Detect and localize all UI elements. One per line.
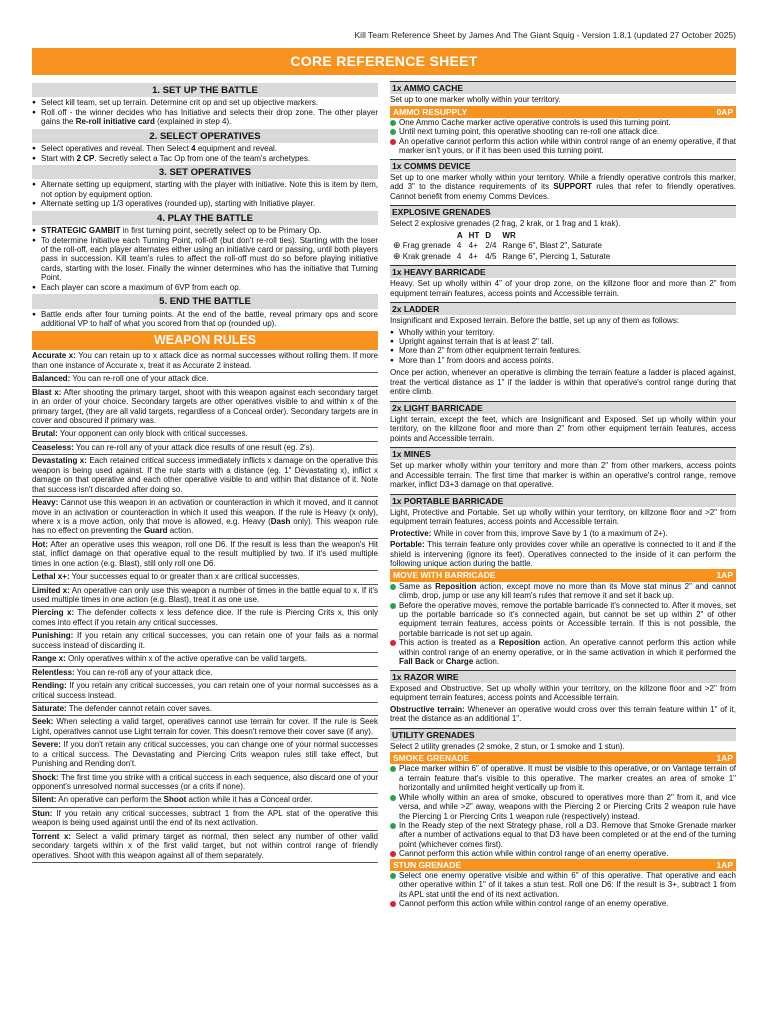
setup-sections — [32, 83, 378, 328]
page-title: CORE REFERENCE SHEET — [32, 48, 736, 75]
grenade-stat: 4+ — [468, 240, 478, 250]
equipment-description: Light, Protective and Portable. Set up wholly within your territory, on killzone floor and >2" from equipment terrain features, access points and Accessible terrain. — [390, 507, 736, 527]
effect-dot-icon — [390, 120, 396, 126]
weapon-rule-name: Devastating x: — [32, 456, 87, 466]
setup-section-heading: 2. SELECT OPERATIVES — [32, 129, 378, 143]
action-effect: In the Ready step of the next Strategy phase, roll a D3. Remove that Smoke Grenade marker after a number of activations equal to that D3 have been completed or at the end of the turning point (whichever comes first). — [390, 821, 736, 849]
equipment-description: Obstructive terrain: Whenever an operative would cross over this terrain feature within 1" of it, treat the distance as an additional 1". — [390, 704, 736, 724]
weapon-rule-name: Lethal x+: — [32, 572, 70, 582]
weapon-rules-list — [32, 350, 378, 863]
weapon-rule-name: Hot: — [32, 539, 48, 549]
grenade-name: ⊕ Krak grenade — [393, 251, 451, 262]
weapon-rule-name: Accurate x: — [32, 351, 76, 361]
effect-dot-icon — [390, 129, 396, 135]
weapon-rule-name: Seek: — [32, 717, 54, 727]
restriction-dot-icon — [390, 139, 396, 145]
equipment-title: 1x HEAVY BARRICADE — [390, 266, 736, 278]
equipment-title: 2x LIGHT BARRICADE — [390, 402, 736, 414]
grenade-stat: Range 6", Blast 2", Saturate — [502, 240, 602, 250]
equipment-title: 1x PORTABLE BARRICADE — [390, 495, 736, 507]
equipment-description: Set up marker wholly within your territory and more than 2" from other markers, access points and Accessible terrain. The first time that marker is within an operative's control range, remove marker, inflict D3+3 damage on that operative. — [390, 461, 736, 490]
grenade-stat: 4 — [456, 240, 462, 250]
equipment-utility-grenades — [390, 728, 736, 909]
action-header — [390, 752, 736, 764]
weapon-rule: Ceaseless: You can re-roll any of your attack dice results of one result (eg. 2's). — [32, 442, 378, 455]
action-effect: An operative cannot perform this action while within control range of an enemy operative, if that marker isn't yours, or if it has been used this turning point. — [390, 137, 736, 156]
action-effect: While wholly within an area of smoke, obscured to operatives more than 2" from it, and vice versa, and while >2" away, weapons with the Piercing 2 or Piercing Crits 2 weapon rule have the Piercing 1 or Piercing Crits 1 weapon rule (respectively) instead. — [390, 793, 736, 821]
equipment-title: EXPLOSIVE GRENADES — [390, 206, 736, 218]
action-effect: Place marker within 6" of operative. It must be visible to this operative, or on Vantage terrain of a terrain feature that's visible to this operative. The marker creates an area of smoke 1" horizontally and unlimited height vertically up from it. — [390, 764, 736, 792]
weapon-rule: Brutal: Your opponent can only block with critical successes. — [32, 428, 378, 441]
effect-dot-icon — [390, 584, 396, 590]
action-ap-cost: 0AP — [716, 106, 733, 117]
grenade-icon: ⊕ — [393, 240, 401, 251]
action-name: SMOKE GRENADE — [393, 753, 470, 764]
ladder-item: ● More than 2" from other equipment terrain features. — [390, 346, 736, 355]
weapon-rule-name: Heavy: — [32, 498, 59, 508]
action-name: MOVE WITH BARRICADE — [393, 570, 496, 581]
weapon-rule: Lethal x+: Your successes equal to or greater than x are critical successes. — [32, 571, 378, 584]
action-effect: Cannot perform this action while within control range of an enemy operative. — [390, 849, 736, 858]
grenade-icon: ⊕ — [393, 251, 401, 262]
equipment-razor-wire — [390, 670, 736, 725]
equipment-title: 1x RAZOR WIRE — [390, 671, 736, 683]
setup-section-heading: 5. END THE BATTLE — [32, 294, 378, 308]
weapon-rule: Relentless: You can re-roll any of your attack dice. — [32, 667, 378, 680]
effect-dot-icon — [390, 873, 396, 879]
equipment-description: Insignificant and Exposed terrain. Before the battle, set up any of them as follows: — [390, 316, 680, 326]
weapon-rule: Heavy: Cannot use this weapon in an activation or counteraction in which it moved, and it cannot move in an activation or counteraction in which it used this weapon. If the rule is Heavy (x only), where x is a move action, only that move is allowed, e.g. Heavy (Dash only). This weapon rule has no effect on preventing the Guard action. — [32, 497, 378, 539]
effect-dot-icon — [390, 766, 396, 772]
weapon-rule: Shock: The first time you strike with a critical success in each sequence, also discard one of your opponent's unresolved normal successes (or a crits if none). — [32, 772, 378, 795]
equipment-comms-device — [390, 159, 736, 203]
weapon-rule-name: Range x: — [32, 654, 66, 664]
weapon-rule-name: Saturate: — [32, 703, 67, 713]
action-effect: Until next turning point, this operative shooting can re-roll one attack dice. — [390, 127, 736, 136]
restriction-dot-icon — [390, 901, 396, 907]
weapon-rule: Limited x: An operative can only use this weapon a number of times in the battle equal to x. If it's used multiple times in one action (e.g. Blast), treat it as one use. — [32, 585, 378, 608]
weapon-rule: Silent: An operative can perform the Shoot action while it has a Conceal order. — [32, 794, 378, 807]
setup-item: ● STRATEGIC GAMBIT in first turning point, secretly select op to be Primary Op. — [32, 226, 378, 235]
setup-item: ● Alternate setting up 1/3 operatives (rounded up), starting with Initiative player. — [32, 199, 378, 208]
weapon-rule: Stun: If you retain any critical successes, subtract 1 from the APL stat of the operative this weapon is being used against until the end of its next activation. — [32, 808, 378, 831]
setup-item: ● To determine Initiative each Turning Point, roll-off (but don't re-roll ties). Starting with the loser of the roll-off, each player alternates either using an initiative card or passing, until both players pass in succession. Kill team's rules to affect the roll-off must do so before playing initiative cards, starting with the loser. Finally the winner determines who has the initiative that Turning Point. — [32, 236, 378, 283]
equipment-description: Light terrain, except the feet, which are Insignificant and Exposed. Set up wholly within your territory, on the killzone floor and more than 2" from other equipment terrain features, access points and Accessible terrain. — [390, 414, 736, 443]
ladder-item: ● Wholly within your territory. — [390, 328, 736, 337]
setup-item: ● Roll off - the winner decides who has Initiative and selects their drop zone. The other player gains the Re-roll initiative card (explained in step 4). — [32, 108, 378, 127]
weapon-rule-name: Stun: — [32, 808, 53, 818]
credit-line: Kill Team Reference Sheet by James And The Giant Squig - Version 1.8.1 (updated 27 October 2025) — [354, 30, 736, 40]
setup-list — [32, 226, 378, 292]
grenade-table-header: D — [485, 230, 492, 240]
effect-dot-icon — [390, 603, 396, 609]
setup-item: ● Select kill team, set up terrain. Determine crit op and set up objective markers. — [32, 98, 378, 107]
weapon-rule-name: Relentless: — [32, 667, 75, 677]
setup-section-heading: 1. SET UP THE BATTLE — [32, 83, 378, 97]
weapon-rule-name: Piercing x: — [32, 608, 75, 618]
action-effect: Before the operative moves, remove the portable barricade it's connected to. After it moves, set up the portable barricade so it's connected again, but cannot be set up within 2" of other equipment terrain features, access points or Accessible terrain. If this is not possible, the portable barricade is not set up again. — [390, 601, 736, 639]
weapon-rule-name: Brutal: — [32, 429, 58, 439]
equipment-title: 1x AMMO CACHE — [390, 82, 736, 94]
equipment-description: Select 2 explosive grenades (2 frag, 2 krak, or 1 frag and 1 krak). — [390, 219, 621, 229]
action-ap-cost: 1AP — [716, 570, 733, 581]
weapon-rule-name: Severe: — [32, 740, 61, 750]
setup-section-heading: 3. SET OPERATIVES — [32, 165, 378, 179]
action-ap-cost: 1AP — [716, 859, 733, 870]
equipment-description: Set up to one marker wholly within your territory. While a friendly operative controls this marker, add 3" to the distance requirements of its SUPPORT rules that refer to friendly operatives. Cannot benefit from enemy Comms Devices. — [390, 172, 736, 201]
weapon-rule: Devastating x: Each retained critical success immediately inflicts x damage on the operative this weapon is being used against. If the rule starts with a distance (eg. 1" Devastating x), inflict x damage on that operative and each other operative visible to and within that distance of it. Note that success isn't discarded after doing so. — [32, 455, 378, 497]
weapon-rules-title: WEAPON RULES — [32, 331, 378, 350]
grenade-table-header: HT — [468, 230, 480, 240]
action-header — [390, 859, 736, 871]
setup-section-heading: 4. PLAY THE BATTLE — [32, 211, 378, 225]
weapon-rule: Balanced: You can re-roll one of your attack dice. — [32, 373, 378, 386]
weapon-rule: Punishing: If you retain any critical successes, you can retain one of your fails as a normal success instead of discarding it. — [32, 630, 378, 653]
weapon-rule-name: Rending: — [32, 681, 67, 691]
action-name: AMMO RESUPPLY — [393, 106, 468, 117]
weapon-rule: Piercing x: The defender collects x less defence dice. If the rule is Piercing Crits x, this only comes into effect if you retain any critical successes. — [32, 607, 378, 630]
weapon-rule: Saturate: The defender cannot retain cover saves. — [32, 703, 378, 716]
effect-dot-icon — [390, 795, 396, 801]
weapon-rule-name: Ceaseless: — [32, 442, 74, 452]
grenade-table-header: A — [456, 230, 463, 240]
equipment-mines — [390, 447, 736, 491]
weapon-rule: Hot: After an operative uses this weapon, roll one D6. If the result is less than the weapon's Hit stat, inflict damage on that operative equal to the result multiplied by two. If it's used multiple times in one action (e.g. Blast), still only roll one D6. — [32, 539, 378, 571]
action-header — [390, 106, 736, 118]
setup-list — [32, 98, 378, 126]
setup-item: ● Select operatives and reveal. Then Select 4 equipment and reveal. — [32, 144, 378, 153]
equipment-ladder — [390, 302, 736, 398]
ladder-list — [390, 328, 736, 366]
weapon-rule-name: Torrent x: — [32, 831, 72, 841]
grenade-table — [390, 231, 613, 262]
grenade-stat: 4+ — [468, 251, 478, 261]
equipment-title: 1x COMMS DEVICE — [390, 160, 736, 172]
action-ap-cost: 1AP — [716, 753, 733, 764]
setup-list — [32, 310, 378, 329]
grenade-row — [390, 240, 613, 251]
grenade-stat: Range 6", Piercing 1, Saturate — [502, 251, 611, 261]
action-effect: One Ammo Cache marker active operative controls is used this turning point. — [390, 118, 736, 127]
weapon-rule-name: Limited x: — [32, 585, 70, 595]
ladder-item: ● Upright against terrain that is at least 2" tall. — [390, 337, 736, 346]
action-header — [390, 569, 736, 581]
setup-item: ● Battle ends after four turning points. At the end of the battle, reveal primary ops and score additional VP to half of what you scored from that op (rounded up). — [32, 310, 378, 329]
grenade-name: ⊕ Frag grenade — [393, 240, 451, 251]
effect-dot-icon — [390, 823, 396, 829]
ladder-item: ● More than 1" from doors and access points. — [390, 356, 736, 365]
grenade-stat: 4/5 — [485, 251, 497, 261]
equipment-portable-barricade — [390, 494, 736, 667]
restriction-dot-icon — [390, 640, 396, 646]
setup-list — [32, 144, 378, 163]
equipment-heavy-barricade — [390, 265, 736, 299]
weapon-rule-name: Silent: — [32, 795, 57, 805]
grenade-row — [390, 251, 613, 262]
weapon-rule: Range x: Only operatives within x of the active operative can be valid targets. — [32, 653, 378, 666]
setup-item: ● Start with 2 CP. Secretly select a Tac Op from one of the team's archetypes. — [32, 154, 378, 163]
left-column — [32, 81, 378, 863]
action-effect: Same as Reposition action, except move no more than its Move stat minus 2" and cannot climb, drop, jump or use any kill team's rules that remove it and set it back up. — [390, 582, 736, 601]
weapon-rule: Seek: When selecting a valid target, operatives cannot use terrain for cover. If the rule is Seek Light, operatives cannot use Light terrain for cover. This doesn't remove their cover save (if any). — [32, 716, 378, 739]
equipment-description: Set up to one marker wholly within your territory. — [390, 95, 561, 105]
weapon-rule-name: Shock: — [32, 772, 59, 782]
grenade-stat: 4 — [456, 251, 462, 261]
grenade-stat: 2/4 — [485, 240, 497, 250]
equipment-ammo-cache — [390, 81, 736, 156]
restriction-dot-icon — [390, 851, 396, 857]
weapon-rule-name: Blast x: — [32, 387, 62, 397]
equipment-description: Select 2 utility grenades (2 smoke, 2 stun, or 1 smoke and 1 stun). — [390, 741, 625, 751]
action-effect: Cannot perform this action while within control range of an enemy operative. — [390, 899, 736, 908]
equipment-title: 1x MINES — [390, 448, 736, 460]
action-effect: Select one enemy operative visible and within 6" of this operative. That operative and each other operative within 1" of it takes a stun test. Roll one D6: If the result is 3+, subtract 1 from its APL stat until the end of its next activation. — [390, 871, 736, 899]
equipment-title: UTILITY GRENADES — [390, 729, 736, 741]
setup-item: ● Each player can score a maximum of 6VP from each op. — [32, 283, 378, 292]
grenade-table-header: WR — [502, 230, 516, 240]
weapon-rule: Severe: If you don't retain any critical successes, you can change one of your normal successes to a critical success. The Devastating and Piercing Crits weapon rules still take effect, but Punishing and Rending don't. — [32, 739, 378, 771]
equipment-description: Once per action, whenever an operative is climbing the terrain feature a ladder is placed against, treat the vertical distance as 1" if the ladder is within that operative's control range during that entire climb. — [390, 368, 736, 397]
weapon-rule: Torrent x: Select a valid primary target as normal, then select any number of other valid secondary targets within x of the first valid target, but not within control range of friendly operatives. Shoot with this weapon against all of them separately. — [32, 831, 378, 863]
weapon-rule-name: Punishing: — [32, 631, 74, 641]
weapon-rule: Rending: If you retain any critical successes, you can retain one of your normal successes as a critical success instead. — [32, 680, 378, 703]
equipment-light-barricade — [390, 401, 736, 445]
equipment-description: Portable: This terrain feature only provides cover while an operative is connected to it and if the shield is intervening (ignore its feet). Operatives connected to the inside of it can perform the following unique action during the battle. — [390, 540, 736, 568]
equipment-description: Exposed and Obstructive. Set up wholly within your territory, on the killzone floor and >2" from equipment terrain features, access points and Accessible terrain. — [390, 683, 736, 703]
setup-item: ● Alternate setting up equipment, starting with the player with initiative. Note this is item by item, not option by equipment option. — [32, 180, 378, 199]
setup-list — [32, 180, 378, 208]
weapon-rule-name: Balanced: — [32, 374, 71, 384]
equipment-description: Heavy. Set up wholly within 4" of your drop zone, on the killzone floor and more than 2" from equipment terrain features, access points and Accessible terrain. — [390, 279, 736, 298]
equipment-description: Protective: While in cover from this, improve Save by 1 (to a maximum of 2+). — [390, 528, 668, 538]
weapon-rule: Accurate x: You can retain up to x attack dice as normal successes without rolling them. If more than one instance of Accurate x, treat it as Accurate 2 instead. — [32, 350, 378, 373]
right-column — [390, 81, 736, 912]
action-effect: This action is treated as a Reposition action. An operative cannot perform this action while within control range of an enemy operative, or in the same activation in which it performed the Fall Back or Charge action. — [390, 638, 736, 666]
weapon-rule: Blast x: After shooting the primary target, shoot with this weapon against each secondary target in an order of your choice. Secondary targets are other operatives visible to and within x of the primary target, (they are all valid targets, regardless of a Conceal order). Secondary targets are in cover and obscured if primary was. — [32, 387, 378, 429]
equipment-explosive-grenades — [390, 205, 736, 262]
equipment-title: 2x LADDER — [390, 303, 736, 315]
action-name: STUN GRENADE — [393, 859, 462, 870]
